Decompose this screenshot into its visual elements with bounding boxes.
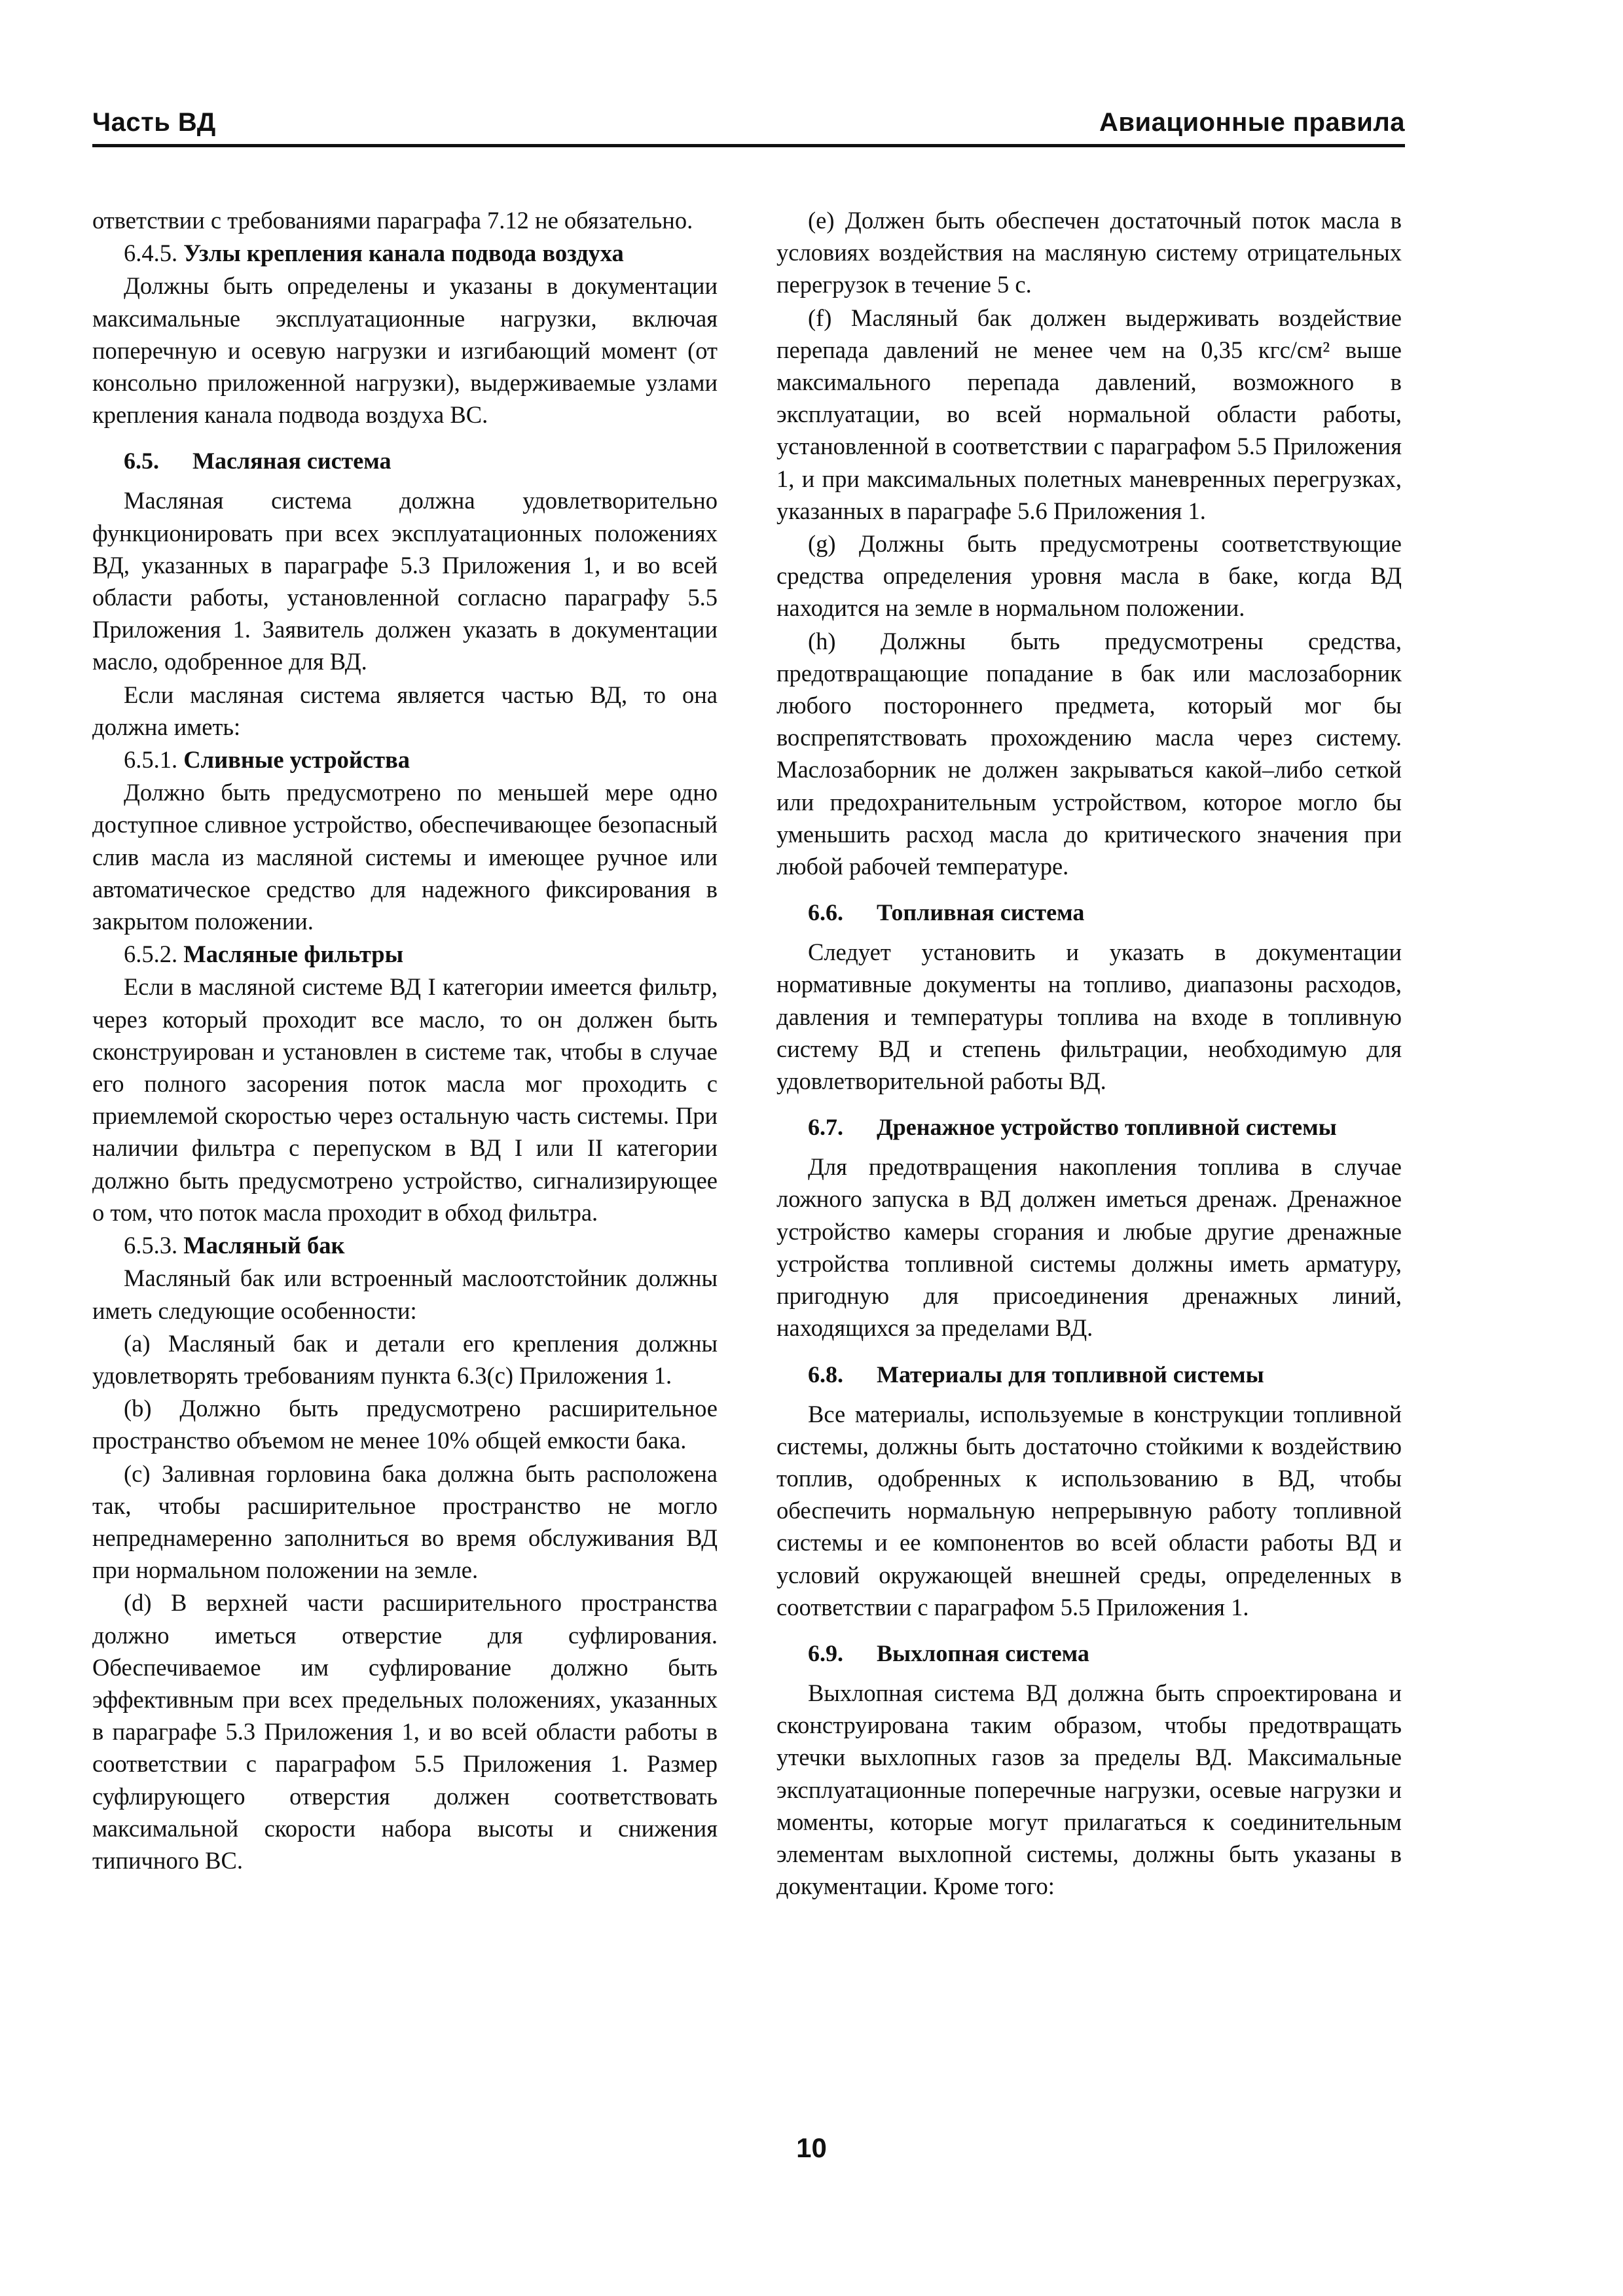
page-number: 10 xyxy=(796,2132,827,2163)
section-number: 6.9. xyxy=(808,1640,843,1666)
paragraph: Если масляная система является частью ВД, то она должна иметь: xyxy=(92,681,718,740)
right-column xyxy=(776,204,1402,1903)
section-title: Дренажное устройство топливной системы xyxy=(877,1114,1337,1141)
subsection-title: Масляные фильтры xyxy=(183,941,404,968)
section-number: 6.7. xyxy=(808,1114,843,1141)
paragraph: ответствии с требованиями параграфа 7.12 не обязательно. xyxy=(92,207,693,234)
header-document-title: Авиационные правила xyxy=(1099,108,1405,137)
paragraph: Масляный бак или встроенный маслоотстойник должны иметь следующие особенности: xyxy=(92,1265,718,1324)
subsection-heading xyxy=(92,938,718,970)
subsection-number: 6.5.3. xyxy=(124,1232,178,1259)
paragraph: (f) Масляный бак должен выдерживать воздействие перепада давлений не менее чем на 0,35 кгс/см² выше максимального перепада давлений, возможного в эксплуатации, во всей нормальной области работы, установленной в соответствии с параграфом 5.5 Приложения 1, и при максимальных полетных маневренных перегрузках, указанных в параграфе 5.6 Приложения 1. xyxy=(776,304,1402,524)
subsection-title: Масляный бак xyxy=(183,1232,345,1259)
running-header xyxy=(92,103,1405,147)
paragraph: Выхлопная система ВД должна быть спроектирована и сконструирована таким образом, чтобы предотвращать утечки выхлопных газов за пределы ВД. Максимальные эксплуатационные поперечные нагрузки, осевые нагрузки и моменты, которые могут прилагаться к соединительным элементам выхлопной системы, должны быть указаны в документации. Кроме того: xyxy=(776,1679,1402,1900)
paragraph: Для предотвращения накопления топлива в случае ложного запуска в ВД должен иметься дренаж. Дренажное устройство камеры сгорания и любые другие дренажные устройства топливной системы должны иметь арматуру, пригодную для присоединения дренажных линий, находящихся за пределами ВД. xyxy=(776,1153,1402,1342)
section-heading xyxy=(776,1639,1402,1668)
section-heading xyxy=(776,1113,1402,1141)
paragraph: (h) Должны быть предусмотрены средства, предотвращающие попадание в бак или маслозаборник любого постороннего предмета, который мог бы воспрепятствовать прохождению масла через систему. Маслозаборник не должен закрываться какой–либо сеткой или предохранительным устройством, которое могло бы уменьшить расход масла до критического значения при любой рабочей температуре. xyxy=(776,627,1402,880)
paragraph: (d) В верхней части расширительного пространства должно иметься отверстие для суфлирования. Обеспечиваемое им суфлирование должно быть эффективным при всех предельных положениях, указанных в параграфе 5.3 Приложения 1, и во всей области работы в соответствии с параграфом 5.5 Приложения 1. Размер суфлирующего отверстия должен соответствовать максимальной скорости набора высоты и снижения типичного ВС. xyxy=(92,1589,718,1874)
section-heading xyxy=(776,1360,1402,1389)
section-number: 6.5. xyxy=(124,448,159,475)
subsection-number: 6.4.5. xyxy=(124,240,178,267)
subsection-heading xyxy=(92,744,718,776)
paragraph: Если в масляной системе ВД I категории имеется фильтр, через который проходит все масло, то он должен быть сконструирован и установлен в системе так, чтобы в случае его полного засорения поток масла мог проходить с приемлемой скоростью через остальную часть системы. При наличии фильтра с перепуском в ВД I или II категории должно быть предусмотрено устройство, сигнализирующее о том, что поток масла проходит в обход фильтра. xyxy=(92,973,718,1226)
paragraph: (a) Масляный бак и детали его крепления должны удовлетворять требованиям пункта 6.3(c) Приложения 1. xyxy=(92,1329,718,1389)
left-column xyxy=(92,204,718,1877)
paragraph: (g) Должны быть предусмотрены соответствующие средства определения уровня масла в баке, когда ВД находится на земле в нормальном положении. xyxy=(776,530,1402,622)
section-title: Масляная система xyxy=(192,448,392,475)
paragraph: Должно быть предусмотрено по меньшей мере одно доступное сливное устройство, обеспечивающее безопасный слив масла из масляной системы и имеющее ручное или автоматическое средство для надежного фиксирования в закрытом положении. xyxy=(92,779,718,935)
paragraph: Масляная система должна удовлетворительно функционировать при всех эксплуатационных положениях ВД, указанных в параграфе 5.3 Приложения 1, и во всей области работы, установленной согласно параграфу 5.5 Приложения 1. Заявитель должен указать в документации масло, одобренное для ВД. xyxy=(92,487,718,675)
paragraph: (b) Должно быть предусмотрено расширительное пространство объемом не менее 10% общей емкости бака. xyxy=(92,1395,718,1454)
paragraph: (e) Должен быть обеспечен достаточный поток масла в условиях воздействия на масляную систему отрицательных перегрузок в течение 5 с. xyxy=(776,207,1402,298)
paragraph: Следует установить и указать в документации нормативные документы на топливо, диапазоны расходов, давления и температуры топлива на входе в топливную систему ВД и степень фильтрации, необходимую для удовлетворительной работы ВД. xyxy=(776,939,1402,1095)
subsection-number: 6.5.2. xyxy=(124,941,178,968)
section-title: Выхлопная система xyxy=(877,1640,1089,1666)
paragraph: (c) Заливная горловина бака должна быть расположена так, чтобы расширительное пространство не могло непреднамеренно заполниться во время обслуживания ВД при нормальном положении на земле. xyxy=(92,1460,718,1584)
subsection-heading xyxy=(92,237,718,269)
subsection-title: Узлы крепления канала подвода воздуха xyxy=(183,240,624,267)
subsection-number: 6.5.1. xyxy=(124,746,178,774)
subsection-heading xyxy=(92,1229,718,1261)
subsection-title: Сливные устройства xyxy=(183,746,410,774)
header-part-label: Часть ВД xyxy=(92,108,216,137)
section-number: 6.6. xyxy=(808,899,843,926)
paragraph: Должны быть определены и указаны в документации максимальные эксплуатационные нагрузки, включая поперечную и осевую нагрузки и изгибающий момент (от консольно приложенной нагрузки), выдерживаемые узлами крепления канала подвода воздуха ВС. xyxy=(92,272,718,429)
section-number: 6.8. xyxy=(808,1361,843,1388)
section-heading xyxy=(92,446,718,475)
section-title: Топливная система xyxy=(877,899,1085,926)
paragraph: Все материалы, используемые в конструкции топливной системы, должны быть достаточно стойкими к воздействию топлив, одобренных к использованию в ВД, чтобы обеспечить нормальную непрерывную работу топливной системы и ее компонентов во всей области работы ВД и условий окружающей внешней среды, определенных в соответствии с параграфом 5.5 Приложения 1. xyxy=(776,1400,1402,1621)
section-heading xyxy=(776,898,1402,927)
section-title: Материалы для топливной системы xyxy=(877,1361,1264,1388)
